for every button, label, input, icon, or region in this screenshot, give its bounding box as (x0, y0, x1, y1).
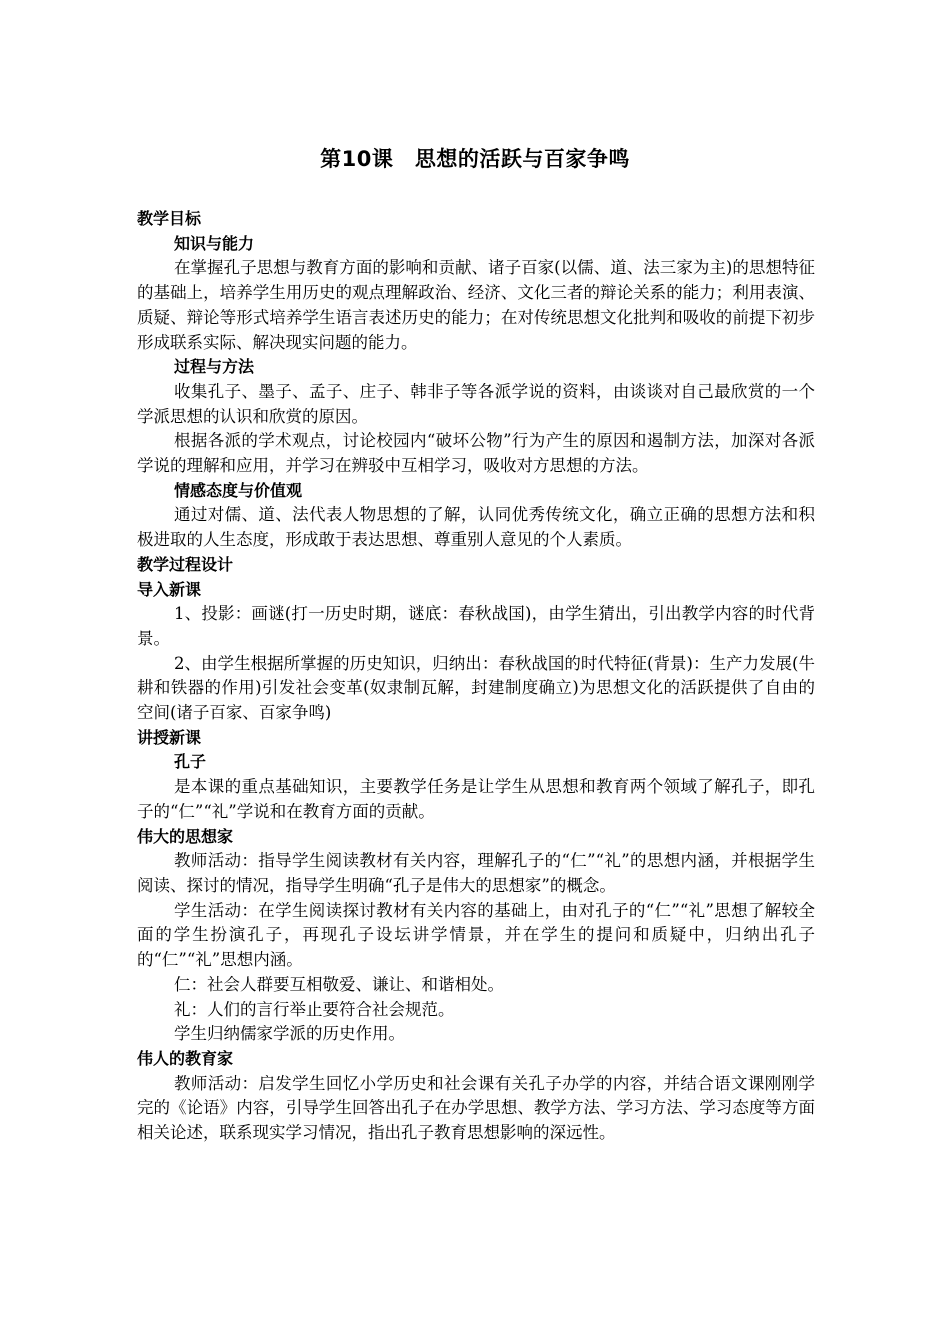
subsection-heading: 过程与方法 (174, 357, 255, 377)
subsection-heading: 情感态度与价值观 (174, 480, 303, 500)
paragraph: 是本课的重点基础知识，主要教学任务是让学生从思想和教育两个领域了解孔子，即孔子的“仁”“礼”学说和在教育方面的贡献。 (137, 777, 815, 821)
paragraph: 根据各派的学术观点，讨论校园内“破坏公物”行为产生的原因和遏制方法，加深对各派学说的理解和应用，并学习在辨驳中互相学习，吸收对方思想的方法。 (137, 431, 815, 476)
section-heading: 教学目标 (137, 209, 202, 228)
lesson-title: 第10课 思想的活跃与百家争鸣 (320, 147, 630, 171)
document-body (137, 207, 815, 1146)
subsection-heading: 孔子 (174, 752, 207, 772)
section-heading: 伟人的教育家 (137, 1048, 234, 1068)
paragraph: 学生归纳儒家学派的历史作用。 (174, 1024, 405, 1044)
paragraph: 在掌握孔子思想与教育方面的影响和贡献、诸子百家(以儒、道、法三家为主)的思想特征的基础上，培养学生用历史的观点理解政治、经济、文化三者的辩论关系的能力；利用表演、质疑、辩论等形式培养学生语言表述历史的能力；在对传统思想文化批判和吸收的前提下初步形成联系实际、解决现实问题的能力。 (137, 258, 815, 352)
section-heading: 教学过程设计 (137, 554, 234, 574)
paragraph: 1、投影：画谜(打一历史时期，谜底：春秋战国)，由学生猜出，引出教学内容的时代背景。 (137, 604, 815, 648)
paragraph: 通过对儒、道、法代表人物思想的了解，认同优秀传统文化，确立正确的思想方法和积极进取的人生态度，形成敢于表达思想、尊重别人意见的个人素质。 (137, 505, 815, 550)
section-heading: 导入新课 (137, 579, 202, 599)
paragraph: 教师活动：指导学生阅读教材有关内容，理解孔子的“仁”“礼”的思想内涵，并根据学生阅读、探讨的情况，指导学生明确“孔子是伟大的思想家”的概念。 (137, 851, 815, 895)
paragraph: 2、由学生根据所掌握的历史知识，归纳出：春秋战国的时代特征(背景)：生产力发展(牛耕和铁器的作用)引发社会变革(奴隶制瓦解，封建制度确立)为思想文化的活跃提供了自由的空间(诸子百家、百家争鸣) (137, 653, 815, 723)
subsection-heading: 知识与能力 (174, 233, 255, 253)
paragraph: 学生活动：在学生阅读探讨教材有关内容的基础上，由对孔子的“仁”“礼”思想了解较全面的学生扮演孔子，再现孔子设坛讲学情景，并在学生的提问和质疑中，归纳出孔子的“仁”“礼”思想内涵。 (137, 900, 815, 970)
section-heading: 讲授新课 (137, 727, 202, 747)
paragraph: 礼：人们的言行举止要符合社会规范。 (174, 999, 455, 1019)
paragraph: 教师活动：启发学生回忆小学历史和社会课有关孔子办学的内容，并结合语文课刚刚学完的《论语》内容，引导学生回答出孔子在办学思想、教学方法、学习方法、学习态度等方面相关论述，联系现实学习情况，指出孔子教育思想影响的深远性。 (137, 1073, 815, 1143)
section-heading: 伟大的思想家 (137, 826, 234, 846)
paragraph: 仁：社会人群要互相敬爱、谦让、和谐相处。 (174, 974, 504, 994)
paragraph: 收集孔子、墨子、孟子、庄子、韩非子等各派学说的资料，由谈谈对自己最欣赏的一个学派思想的认识和欣赏的原因。 (137, 381, 815, 426)
